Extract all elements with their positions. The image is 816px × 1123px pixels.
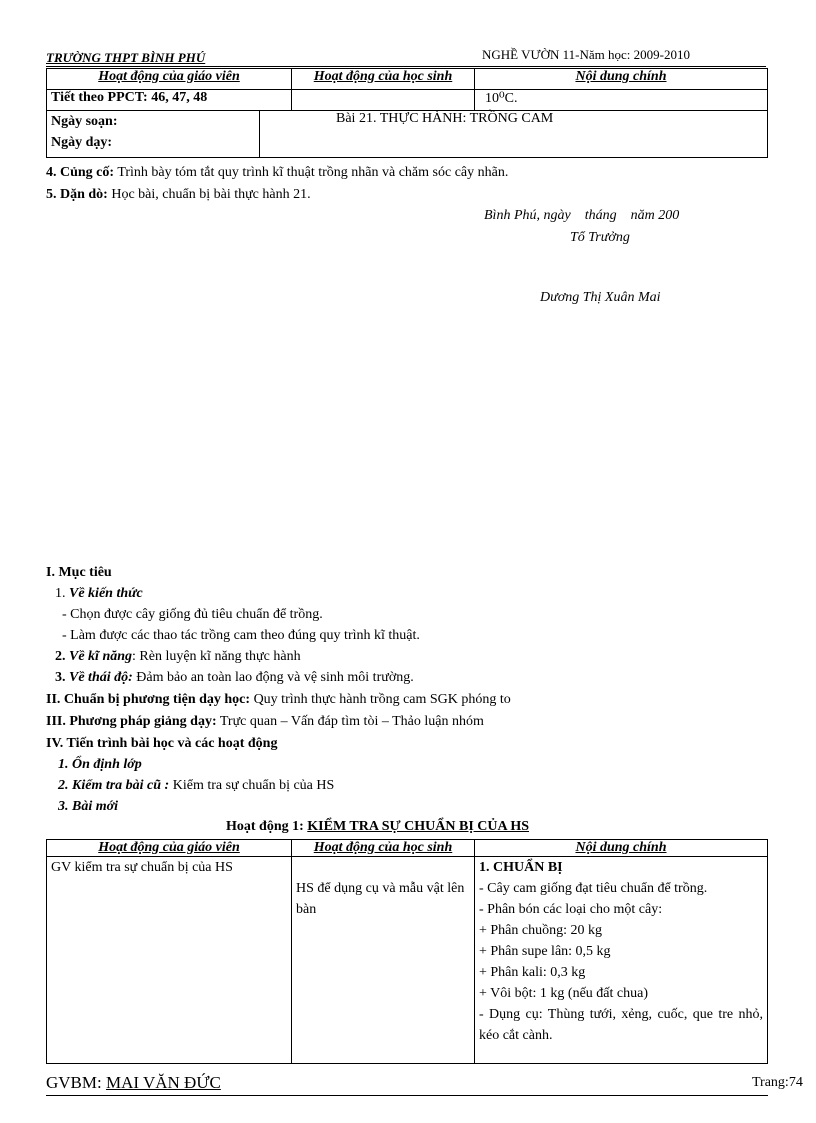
- student-cell: [292, 90, 475, 111]
- footer-rule: [46, 1095, 768, 1096]
- method-line: [46, 714, 484, 730]
- content-line: + Phân chuồng: 20 kg: [479, 923, 602, 938]
- skill-text: : Rèn luyện kĩ năng thực hành: [132, 649, 301, 664]
- homework-line: [46, 187, 311, 203]
- attitude-text: Đảm bảo an toàn lao động và vệ sinh môi trường.: [136, 670, 414, 685]
- school-name: TRƯỜNG THPT BÌNH PHÚ: [46, 50, 206, 65]
- prep-line: [46, 692, 511, 708]
- activity-col-content: Nội dung chính: [475, 840, 768, 857]
- signature-name: Dương Thị Xuân Mai: [540, 290, 661, 305]
- top-table-row: [47, 90, 768, 111]
- activity-table: [46, 839, 768, 1064]
- content-line: - Phân bón các loại cho một cây:: [479, 902, 663, 917]
- attitude-label: Về thái độ:: [69, 670, 133, 685]
- teach-date: Ngày dạy:: [51, 135, 113, 150]
- skill-line: [55, 649, 301, 665]
- method-label: III. Phương pháp giảng dạy:: [46, 714, 217, 729]
- homework-num: 5.: [46, 187, 57, 202]
- header-rule: [46, 66, 766, 67]
- attitude-num: 3.: [55, 670, 66, 685]
- review-label: Củng cố:: [60, 165, 115, 180]
- process-step-3: 3. Bài mới: [58, 799, 119, 814]
- homework-label: Dặn dò:: [60, 187, 108, 202]
- knowledge-num: 1.: [55, 586, 66, 601]
- content-heading: 1. CHUẨN BỊ: [479, 860, 563, 875]
- knowledge-heading: [55, 586, 143, 602]
- footer-label: GVBM:: [46, 1073, 102, 1092]
- homework-text: Học bài, chuẩn bị bài thực hành 21.: [111, 187, 311, 202]
- prep-text: Quy trình thực hành trồng cam SGK phóng to: [253, 692, 511, 707]
- footer-teacher-name: MAI VĂN ĐỨC: [105, 1073, 221, 1092]
- process-step-1: 1. Ổn định lớp: [58, 757, 142, 772]
- content-cell: 10⁰C.: [475, 90, 768, 111]
- activity-col-student: Hoạt động của học sinh: [292, 840, 475, 857]
- process-step-2: [58, 778, 334, 794]
- method-text: Trực quan – Vấn đáp tìm tòi – Thảo luận nhóm: [219, 714, 484, 729]
- objectives-heading: I. Mục tiêu: [46, 565, 112, 580]
- review-line: [46, 165, 508, 181]
- dates-cell: [47, 111, 260, 158]
- footer-teacher: [46, 1073, 221, 1093]
- knowledge-item: - Làm được các thao tác trồng cam theo đúng quy trình kĩ thuật.: [62, 628, 420, 643]
- review-num: 4.: [46, 165, 57, 180]
- lesson-info-table: [46, 111, 768, 158]
- activity-student-cell: HS để dụng cụ và mẫu vật lên bàn: [292, 857, 475, 1064]
- page-number: Trang:74: [752, 1075, 803, 1090]
- col-student-header: Hoạt động của học sinh: [292, 69, 475, 90]
- review-text: Trình bày tóm tắt quy trình kĩ thuật trồng nhãn và chăm sóc cây nhãn.: [117, 165, 509, 180]
- top-table-header-row: [47, 69, 768, 90]
- attitude-line: [55, 670, 414, 686]
- content-line: + Vôi bột: 1 kg (nếu đất chua): [479, 986, 648, 1001]
- period-cell: Tiết theo PPCT: 46, 47, 48: [47, 90, 292, 111]
- knowledge-item: - Chọn được cây giống đủ tiêu chuẩn để trồng.: [62, 607, 323, 622]
- activity-table-header-row: [47, 840, 768, 857]
- content-line: - Cây cam giống đạt tiêu chuẩn để trồng.: [479, 881, 708, 896]
- activity-content-cell: [475, 857, 768, 1064]
- signature-place-date: Bình Phú, ngày tháng năm 200: [484, 208, 680, 223]
- activity-table-row: [47, 857, 768, 1064]
- skill-num: 2.: [55, 649, 66, 664]
- process-step-2-text: Kiểm tra sự chuẩn bị của HS: [172, 778, 335, 793]
- content-line: + Phân kali: 0,3 kg: [479, 965, 586, 980]
- activity-title-prefix: Hoạt động 1:: [226, 819, 304, 834]
- activity-col-teacher: Hoạt động của giáo viên: [47, 840, 292, 857]
- content-line: - Dụng cụ: Thùng tưới, xẻng, cuốc, que tre nhỏ, kéo cắt cành.: [479, 1007, 763, 1043]
- top-table: [46, 68, 768, 111]
- activity-title-text: KIỂM TRA SỰ CHUẨN BỊ CỦA HS: [307, 819, 529, 834]
- prep-label: II. Chuẩn bị phương tiện dạy học:: [46, 692, 251, 707]
- signature-role: Tổ Trưởng: [570, 230, 630, 245]
- prep-date: Ngày soạn:: [51, 114, 118, 129]
- lesson-title: Bài 21. THỰC HÀNH: TRỒNG CAM: [260, 111, 768, 158]
- content-line: + Phân supe lân: 0,5 kg: [479, 944, 611, 959]
- subject-year: NGHỀ VƯỜN 11-Năm học: 2009-2010: [482, 47, 690, 62]
- col-content-header: Nội dung chính: [475, 69, 768, 90]
- activity-teacher-cell: GV kiểm tra sự chuẩn bị của HS: [47, 857, 292, 1064]
- process-heading: IV. Tiến trình bài học và các hoạt động: [46, 736, 278, 751]
- activity-title: [226, 819, 529, 835]
- process-step-2-label: 2. Kiểm tra bài cũ :: [58, 778, 170, 793]
- col-teacher-header: Hoạt động của giáo viên: [47, 69, 292, 90]
- skill-label: Về kĩ năng: [69, 649, 133, 664]
- knowledge-label: Về kiến thức: [69, 586, 143, 601]
